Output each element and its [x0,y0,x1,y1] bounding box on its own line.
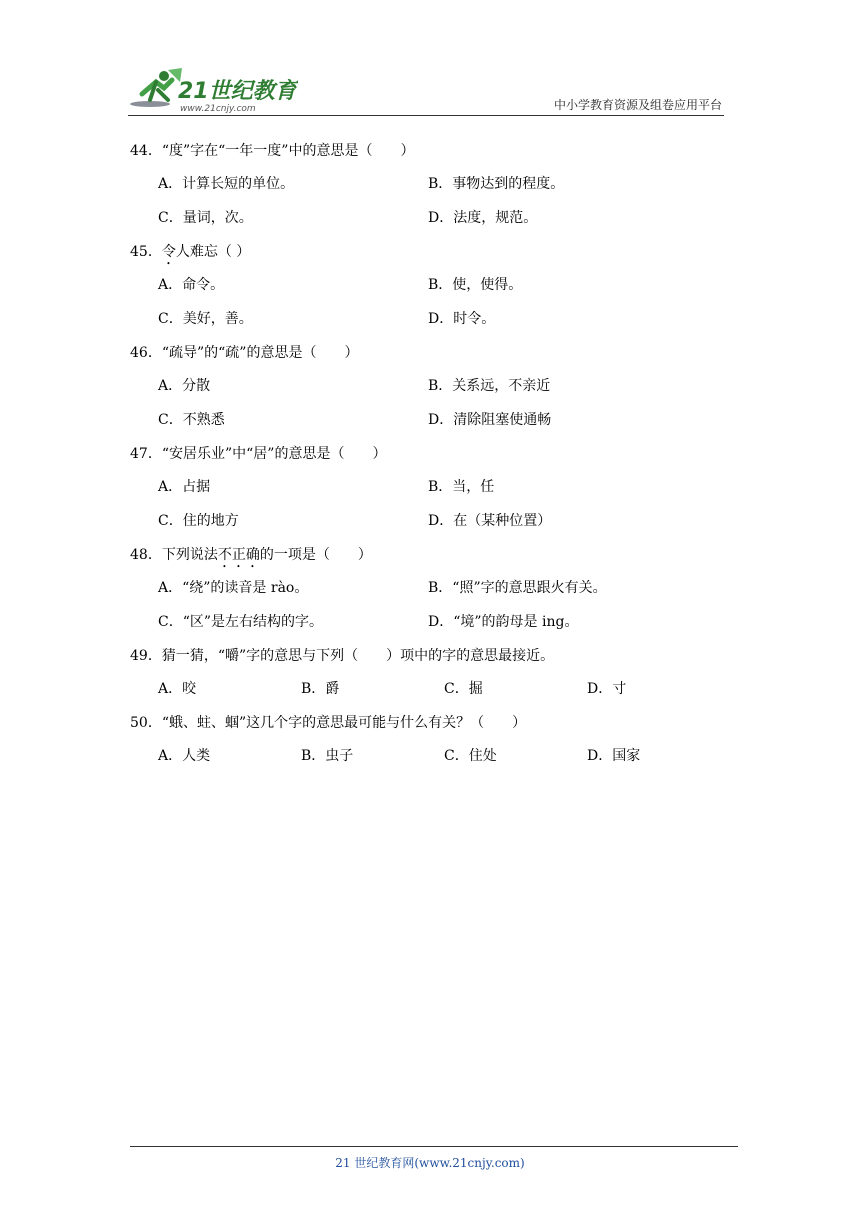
option-a: A．分散 [158,378,211,394]
footer-link[interactable]: 21 世纪教育网(www.21cnjy.com) [335,1156,525,1170]
option-b: B．虫子 [301,748,354,764]
page-header [128,66,724,118]
options-48-cd [130,611,730,645]
emphasis-mark: 令 [161,244,176,260]
option-b: B．关系远，不亲近 [428,378,551,394]
question-47: 47．“安居乐业”中“居”的意思是（ ） [130,446,387,462]
options-45 [130,274,730,308]
option-b: B．事物达到的程度。 [428,176,565,192]
emphasis-mark: 不正确 [217,547,260,563]
option-d: D．法度，规范。 [428,210,538,226]
options-45-cd [130,308,730,342]
question-48: 48．下列说法不正确的一项是（ ） [130,547,372,563]
option-d: D．清除阻塞使通畅 [428,412,552,428]
options-44-cd [130,207,730,241]
question-50: 50．“蛾、蛀、蝈”这几个字的意思最可能与什么有关？（ ） [130,715,527,731]
option-d: D．在（某种位置） [428,513,552,529]
options-49 [130,678,730,712]
option-c: C．掘 [444,681,483,697]
option-d: D．国家 [587,748,641,764]
question-list [130,140,730,779]
options-44 [130,173,730,207]
options-47 [130,476,730,510]
option-b: B．爵 [301,681,340,697]
options-50 [130,745,730,779]
options-46 [130,375,730,409]
options-48 [130,577,730,611]
option-d: D．“境”的韵母是 ing。 [428,614,579,630]
option-c: C．美好，善。 [158,311,253,327]
option-b: B．当，任 [428,479,495,495]
option-d: D．寸 [587,681,627,697]
svg-text:www.21cnjy.com: www.21cnjy.com [180,104,256,114]
option-c: C．住处 [444,748,497,764]
option-a: A．人类 [158,748,211,764]
header-divider [128,115,724,116]
option-a: A．计算长短的单位。 [158,176,295,192]
option-d: D．时令。 [428,311,496,327]
option-c: C．量词，次。 [158,210,253,226]
svg-text:21世纪教育: 21世纪教育 [178,79,297,104]
question-46: 46．“疏导”的“疏”的意思是（ ） [130,345,359,361]
logo [128,66,298,116]
options-47-cd [130,510,730,544]
platform-title: 中小学教育资源及组卷应用平台 [553,98,722,112]
footer-divider [130,1146,738,1147]
option-b: B．使，使得。 [428,277,523,293]
option-a: A．占据 [158,479,211,495]
option-a: A．咬 [158,681,197,697]
options-46-cd [130,409,730,443]
option-c: C．不熟悉 [158,412,225,428]
option-a: A．命令。 [158,277,225,293]
option-c: C．“区”是左右结构的字。 [158,614,324,630]
option-c: C．住的地方 [158,513,239,529]
question-49: 49．猜一猜，“嚼”字的意思与下列（ ）项中的字的意思最接近。 [130,648,555,664]
question-44: 44．“度”字在“一年一度”中的意思是（ ） [130,143,415,159]
option-a: A．“绕”的读音是 rào。 [158,580,309,596]
option-b: B．“照”字的意思跟火有关。 [428,580,607,596]
question-45: 45．令人难忘（ ） [130,244,251,260]
